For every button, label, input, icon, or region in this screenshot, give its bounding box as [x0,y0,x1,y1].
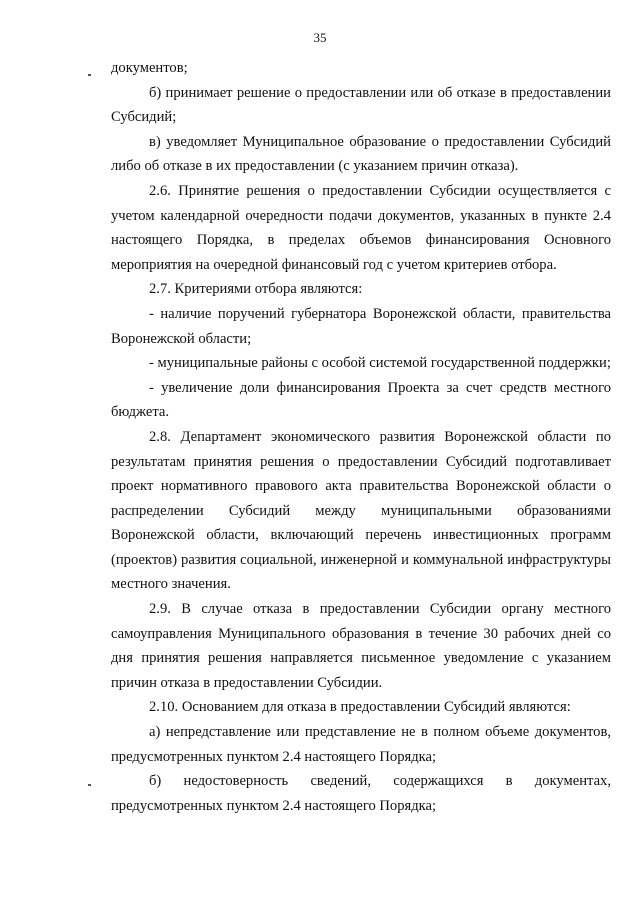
page-number: 35 [313,30,327,45]
paragraph: документов; [111,60,188,76]
paragraph: - увеличение доли финансирования Проекта за счет средств местного бюджета. [111,379,611,421]
paragraph: 2.10. Основанием для отказа в предоставлении Субсидий являются: [149,699,571,716]
paragraph: в) уведомляет Муниципальное образование о предоставлении Субсидий либо об отказе в их предоставлении (с указанием причин отказа). [111,133,611,175]
paragraph: - муниципальные районы с особой системой государственной поддержки; [149,355,611,372]
paragraph: 2.7. Критериями отбора являются: [149,281,363,298]
paragraph: - наличие поручений губернатора Воронежской области, правительства Воронежской области; [111,305,611,347]
paragraph: 2.8. Департамент экономического развития Воронежской области по результатам принятия решения о предоставлении Субсидий подготавливает проект нормативного правового акта правительства Воронежской области о распределении Субсидий между муниципальными образованиями Воронежской области, включающий перечень инвестиционных программ (проектов) развития социальной, инженерной и коммунальной инфраструктуры местного значения. [111,428,611,593]
scan-mark [88,784,91,786]
paragraph: б) недостоверность сведений, содержащихся в документах, предусмотренных пунктом 2.4 настоящего Порядка; [111,773,611,814]
paragraph: 2.6. Принятие решения о предоставлении Субсидии осуществляется с учетом календарной очередности подачи документов, указанных в пункте 2.4 настоящего Порядка, в пределах объемов финансирования Основного мероприятия на очередной финансовый год с учетом критериев отбора. [111,182,611,273]
paragraph: 2.9. В случае отказа в предоставлении Субсидии органу местного самоуправления Муниципального образования в течение 30 рабочих дней со дня принятия решения направляется письменное уведомление с указанием причин отказа в предоставлении Субсидии. [111,601,611,691]
scan-mark [88,74,91,76]
document-body [111,56,611,818]
paragraph: б) принимает решение о предоставлении или об отказе в предоставлении Субсидий; [111,84,611,126]
paragraph: а) непредставление или представление не в полном объеме документов, предусмотренных пунктом 2.4 настоящего Порядка; [111,724,611,765]
